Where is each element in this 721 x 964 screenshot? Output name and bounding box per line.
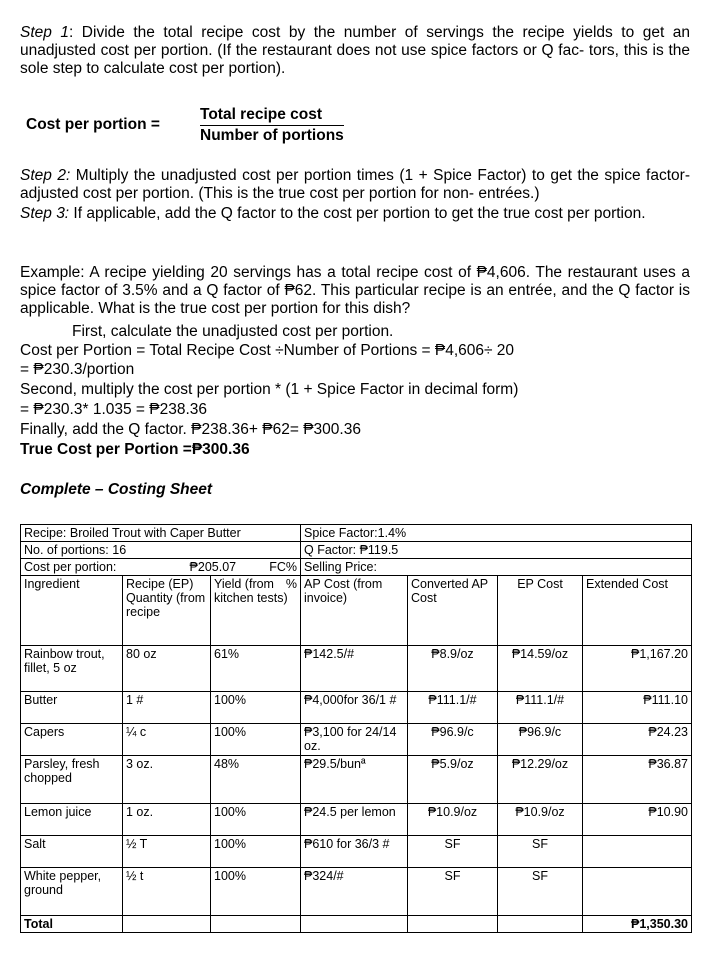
- cell-yield: 48%: [211, 756, 301, 804]
- portion-count: No. of portions: 16: [21, 542, 301, 559]
- cell-extended-cost: ₱111.10: [583, 692, 692, 724]
- costing-sheet-table: [20, 524, 692, 933]
- cell-ingredient: White pepper, ground: [21, 868, 123, 916]
- costing-sheet-heading: Complete – Costing Sheet: [20, 481, 213, 498]
- header-quantity: Recipe (EP) Quantity (from recipe: [123, 576, 211, 646]
- cell-extended-cost: ₱10.90: [583, 804, 692, 836]
- table-row: [21, 692, 692, 724]
- table-header-row: [21, 576, 692, 646]
- cell-ingredient: Butter: [21, 692, 123, 724]
- table-row: [21, 756, 692, 804]
- recipe-name: Recipe: Broiled Trout with Caper Butter: [21, 525, 301, 542]
- header-extended: Extended Cost: [583, 576, 692, 646]
- cell-quantity: 3 oz.: [123, 756, 211, 804]
- cell-ep-cost: SF: [498, 868, 583, 916]
- cell-ep-cost: ₱111.1/#: [498, 692, 583, 724]
- header-ingredient: Ingredient: [21, 576, 123, 646]
- cell-converted-cost: ₱96.9/c: [408, 724, 498, 756]
- table-row: [21, 868, 692, 916]
- cell-ap-cost: ₱610 for 36/3 #: [301, 836, 408, 868]
- step3-label: Step 3:: [20, 205, 70, 222]
- cell-converted-cost: SF: [408, 836, 498, 868]
- formula-fraction: [200, 106, 344, 145]
- total-label: Total: [21, 916, 123, 933]
- cell-extended-cost: ₱1,167.20: [583, 646, 692, 692]
- cell-ap-cost: ₱142.5/#: [301, 646, 408, 692]
- table-row: [21, 724, 692, 756]
- example-line1: First, calculate the unadjusted cost per portion.: [72, 323, 394, 340]
- q-factor: Q Factor: ₱119.5: [301, 542, 692, 559]
- cell-quantity: ½ T: [123, 836, 211, 868]
- cell-yield: 100%: [211, 692, 301, 724]
- cell-ep-cost: ₱12.29/oz: [498, 756, 583, 804]
- step2-paragraph: [20, 167, 690, 203]
- cell-ingredient: Rainbow trout, fillet, 5 oz: [21, 646, 123, 692]
- cell-ep-cost: ₱96.9/c: [498, 724, 583, 756]
- cell-quantity: 80 oz: [123, 646, 211, 692]
- cell-ep-cost: SF: [498, 836, 583, 868]
- cell-ap-cost: ₱29.5/bunª: [301, 756, 408, 804]
- cell-ap-cost: ₱24.5 per lemon: [301, 804, 408, 836]
- cell-ingredient: Capers: [21, 724, 123, 756]
- cell-ap-cost: ₱4,000for 36/1 #: [301, 692, 408, 724]
- cell-extended-cost: [583, 868, 692, 916]
- selling-price: Selling Price:: [301, 559, 692, 576]
- table-row: [21, 804, 692, 836]
- cell-yield: 100%: [211, 868, 301, 916]
- cell-ap-cost: ₱3,100 for 24/14 oz.: [301, 724, 408, 756]
- step1-label: Step 1: [20, 24, 69, 41]
- example-line2: Cost per Portion = Total Recipe Cost ÷Number of Portions = ₱4,606÷ 20: [20, 342, 515, 359]
- header-yield: [211, 576, 301, 646]
- cell-extended-cost: ₱24.23: [583, 724, 692, 756]
- cell-quantity: ¼ c: [123, 724, 211, 756]
- step1-text: : Divide the total recipe cost by the number of servings the recipe yields to get an unadjusted cost per portion. (If the restaurant does not use spice factors or Q fac- tors, this is the sole step to calculate cost per portion).: [20, 24, 690, 77]
- total-row: [21, 916, 692, 933]
- step1-paragraph: [20, 24, 690, 78]
- cell-ingredient: Lemon juice: [21, 804, 123, 836]
- header-converted: Converted AP Cost: [408, 576, 498, 646]
- cost-per-portion-value: ₱205.07: [189, 560, 237, 574]
- fc-label: FC%: [269, 560, 297, 574]
- step3-text: If applicable, add the Q factor to the cost per portion to get the true cost per portion.: [69, 205, 646, 222]
- cell-converted-cost: SF: [408, 868, 498, 916]
- cell-ep-cost: ₱14.59/oz: [498, 646, 583, 692]
- cell-yield: 100%: [211, 724, 301, 756]
- table-row: [21, 836, 692, 868]
- cell-converted-cost: ₱8.9/oz: [408, 646, 498, 692]
- step2-text: Multiply the unadjusted cost per portion times (1 + Spice Factor) to get the spice factor-adjusted cost per portion. (This is the true cost per portion for non- entrées.): [20, 167, 690, 202]
- table-row: [21, 646, 692, 692]
- cell-converted-cost: ₱111.1/#: [408, 692, 498, 724]
- header-ep-cost: EP Cost: [498, 576, 583, 646]
- cell-ep-cost: ₱10.9/oz: [498, 804, 583, 836]
- step3-paragraph: [20, 205, 690, 223]
- header-yield-pct: %: [285, 577, 297, 591]
- example-line4: Second, multiply the cost per portion * (1 + Spice Factor in decimal form): [20, 381, 519, 398]
- cost-per-portion-row: [21, 559, 301, 576]
- formula-numerator: Total recipe cost: [200, 106, 344, 126]
- step2-label: Step 2:: [20, 167, 71, 184]
- example-line6: Finally, add the Q factor. ₱238.36+ ₱62= ₱300.36: [20, 421, 361, 438]
- example-result: True Cost per Portion =₱300.36: [20, 441, 250, 458]
- example-intro: Example: A recipe yielding 20 servings has a total recipe cost of ₱4,606. The restaurant uses a spice factor of 3.5% and a Q factor of ₱62. This particular recipe is an entrée, and the Q factor is applicable. What is the true cost per portion for this dish?: [20, 264, 690, 317]
- cell-yield: 100%: [211, 836, 301, 868]
- cell-ap-cost: ₱324/#: [301, 868, 408, 916]
- total-value: ₱1,350.30: [583, 916, 692, 933]
- spice-factor: Spice Factor:1.4%: [301, 525, 692, 542]
- cell-extended-cost: [583, 836, 692, 868]
- header-ap-cost: AP Cost (from invoice): [301, 576, 408, 646]
- cell-ingredient: Salt: [21, 836, 123, 868]
- example-line3: = ₱230.3/portion: [20, 361, 135, 378]
- header-yield-label: Yield (from kitchen tests): [214, 577, 288, 605]
- cell-quantity: 1 oz.: [123, 804, 211, 836]
- cell-quantity: 1 #: [123, 692, 211, 724]
- cell-ingredient: Parsley, fresh chopped: [21, 756, 123, 804]
- example-line5: = ₱230.3* 1.035 = ₱238.36: [20, 401, 208, 418]
- cell-converted-cost: ₱10.9/oz: [408, 804, 498, 836]
- cell-yield: 61%: [211, 646, 301, 692]
- cost-per-portion-label: Cost per portion:: [24, 560, 117, 574]
- formula-lhs: Cost per portion =: [26, 116, 160, 133]
- cell-yield: 100%: [211, 804, 301, 836]
- cell-quantity: ½ t: [123, 868, 211, 916]
- cell-extended-cost: ₱36.87: [583, 756, 692, 804]
- formula-denominator: Number of portions: [200, 127, 344, 144]
- cell-converted-cost: ₱5.9/oz: [408, 756, 498, 804]
